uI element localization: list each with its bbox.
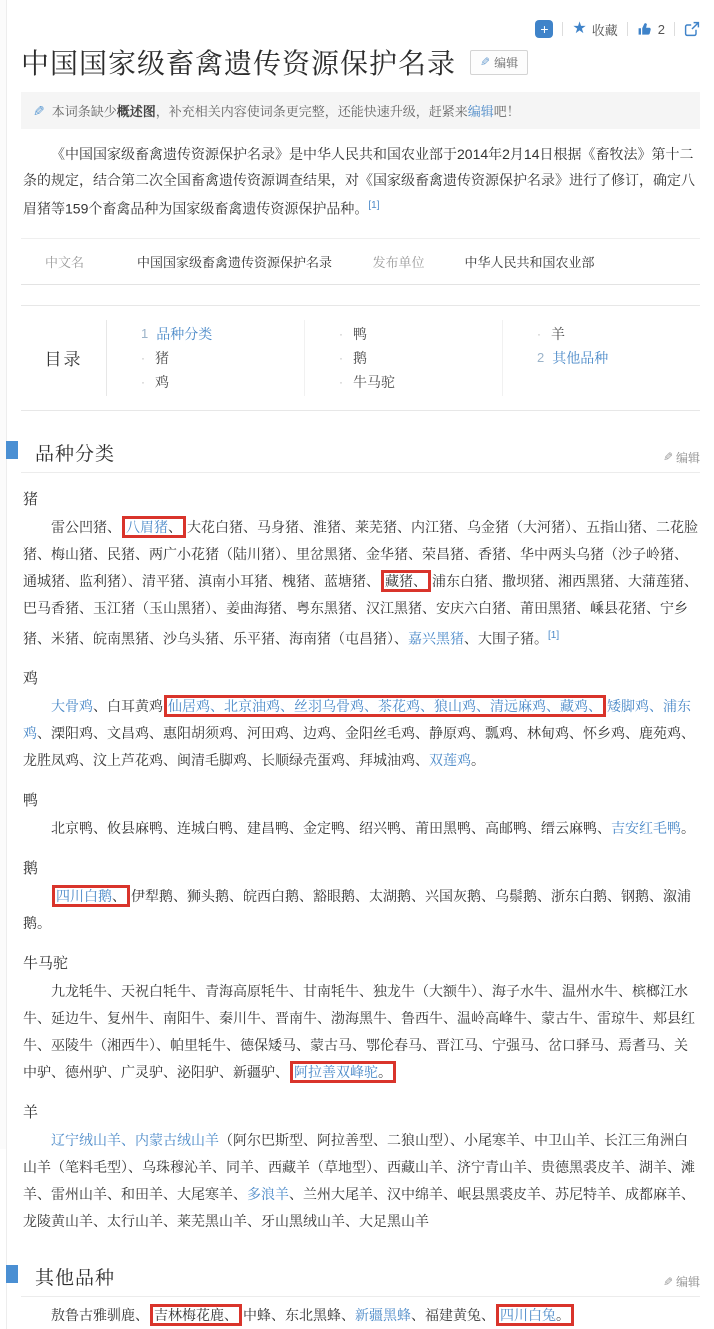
toc-bullet: · [339, 326, 343, 341]
breed-list-牛马驼 [23, 978, 698, 1086]
breed-text: 、 [112, 888, 126, 905]
breed-text: 、白耳黄鸡 [93, 698, 163, 715]
toc-bullet: · [537, 326, 541, 341]
edit-entry-button[interactable] [470, 50, 528, 75]
breed-text: 、 [224, 1307, 238, 1324]
breed-link[interactable]: 大骨鸡 [51, 698, 93, 715]
thumbs-up-icon [637, 21, 653, 37]
breed-text: 吉林梅花鹿 [154, 1307, 224, 1324]
breed-text: 。 [556, 1307, 570, 1324]
section-title: 品种分类 [35, 443, 116, 465]
toc-item-label: 鹅 [353, 349, 367, 366]
section-title: 其他品种 [35, 1268, 116, 1290]
breed-link[interactable]: 吉安红毛鸭 [611, 820, 681, 837]
toc-item-label: 牛马驼 [353, 373, 395, 390]
page-title: 中国国家级畜禽遗传资源保护名录 [21, 48, 457, 79]
toc-number: 1 [141, 325, 149, 341]
share-button[interactable] [684, 21, 700, 37]
breed-list-鸭 [23, 815, 698, 842]
breed-text: （阿尔巴斯型、阿拉善型、二狼山型）、小尾寒羊、中卫山羊、长江三角洲白山羊（笔料毛型）、乌珠穆沁羊、同羊、西藏羊（草地型）、西藏山羊、济宁青山羊、贵德黑裘皮羊、湖羊、滩羊、雷州山羊、和田羊、大尾寒羊、 [23, 1132, 695, 1203]
breed-text: 。 [378, 1064, 392, 1081]
breed-list [23, 1302, 698, 1329]
section-groups [21, 1302, 700, 1329]
highlight-red-box [150, 1304, 242, 1326]
infobox [21, 238, 700, 285]
toc-bullet: · [339, 350, 343, 365]
infobox-label: 发布单位 [372, 254, 425, 270]
toc-item-label: 鸭 [353, 325, 367, 342]
breed-text: 敖鲁古雅驯鹿、 [51, 1307, 149, 1324]
breed-text: 、福建黄兔、 [411, 1307, 495, 1324]
highlight-red-box [290, 1061, 396, 1083]
edit-entry-label: 编辑 [494, 55, 519, 70]
group-title-牛马驼: 牛马驼 [23, 955, 69, 973]
intro-paragraph: 《中国国家级畜禽遗传资源保护名录》是中华人民共和国农业部于2014年2月14日根据《畜牧法》第十二条的规定，结合第二次全国畜禽遗传资源调查结果，对《国家级畜禽遗传资源保护名录》进行了修订，确定八眉猪等159个畜禽品种为国家级畜禽遗传资源保护品种。[1] [23, 146, 695, 217]
highlight-red-box [496, 1304, 574, 1326]
breed-text: 、兰州大尾羊、汉中绵羊、岷县黑裘皮羊、苏尼特羊、成都麻羊、龙陵黄山羊、太行山羊、莱芜黑山羊、牙山黑绒山羊、大足黑山羊 [23, 1186, 695, 1230]
group-title-羊: 羊 [23, 1104, 39, 1122]
breed-text: 、 [168, 518, 182, 535]
infobox-value: 中国国家级畜禽遗传资源保护名录 [137, 254, 333, 270]
breed-text: 。 [681, 820, 695, 837]
highlight-red-box [122, 516, 186, 538]
table-of-contents [21, 305, 700, 411]
toc-column [503, 320, 700, 396]
toc-item-label: 其他品种 [552, 349, 609, 366]
highlight-red-box [52, 885, 130, 907]
breed-text: 浦东白猪、撒坝猪、湘西黑猪、大蒲莲猪、巴马香猪、玉江猪（玉山黑猪）、姜曲海猪、粤东黑猪、汉江黑猪、安庆六白猪、莆田黑猪、嵊县花猪、宁乡猪、米猪、皖南黑猪、沙乌头猪、乐平猪、海南猪（屯昌猪）、 [23, 572, 698, 647]
notice-text: 本词条缺少概述图，补充相关内容使词条更完整，还能快速升级，赶紧来编辑吧！ [51, 104, 520, 119]
breed-link[interactable]: 八眉猪 [126, 518, 168, 535]
toc-subitem-猪[interactable] [141, 346, 304, 370]
toc-columns [107, 320, 700, 396]
group-title-猪: 猪 [23, 490, 39, 508]
breed-link[interactable]: 多浪羊 [247, 1186, 289, 1203]
breed-list-猪 [23, 514, 698, 653]
breed-link[interactable]: 四川白鹅 [56, 888, 112, 905]
section-groups [21, 488, 700, 1236]
pencil-icon: ✎ [662, 1274, 673, 1289]
add-icon[interactable]: + [535, 20, 553, 38]
breed-link[interactable]: 双莲鸡 [429, 752, 471, 769]
star-icon: ★ [572, 20, 587, 37]
section-header [21, 439, 700, 473]
section-accent-bar [6, 1265, 18, 1283]
breed-text: 北京鸭、攸县麻鸭、连城白鸭、建昌鸭、金定鸭、绍兴鸭、莆田黑鸭、高邮鸭、缙云麻鸭、 [51, 820, 611, 837]
infobox-value: 中华人民共和国农业部 [464, 254, 595, 270]
breed-text: 雷公凹猪、 [51, 518, 121, 535]
like-button[interactable] [637, 21, 665, 37]
reference-link[interactable]: [1] [548, 629, 560, 641]
missing-image-notice [21, 92, 700, 129]
breed-link[interactable]: 阿拉善双峰驼 [294, 1064, 378, 1081]
section-edit-button[interactable]: ✎ 编辑 [662, 450, 700, 465]
toc-subitem-鸭[interactable] [339, 322, 502, 346]
breed-link[interactable]: 辽宁绒山羊、内蒙古绒山羊 [51, 1132, 219, 1149]
like-count: 2 [657, 21, 665, 37]
share-icon [684, 21, 700, 37]
breed-list-鹅 [23, 883, 698, 937]
toc-bullet: · [141, 374, 145, 389]
pencil-icon: ✎ [480, 55, 491, 69]
entry-toolbar [21, 0, 700, 40]
group-title-鸡: 鸡 [23, 670, 39, 688]
toc-item-品种分类[interactable] [141, 322, 304, 346]
toc-item-label: 鸡 [155, 373, 169, 390]
toolbar-divider [562, 22, 563, 36]
breed-text: 大花白猪、马身猪、淮猪、莱芜猪、内江猪、乌金猪（大河猪）、五指山猪、二花脸猪、梅山猪、民猪、两广小花猪（陆川猪）、里岔黑猪、金华猪、荣昌猪、香猪、华中两头乌猪（沙子岭猪、通城猪、监利猪）、清平猪、滇南小耳猪、槐猪、蓝塘猪、 [23, 518, 698, 589]
breed-text: 九龙牦牛、天祝白牦牛、青海高原牦牛、甘南牦牛、独龙牛（大额牛）、海子水牛、温州水牛、槟榔江水牛、延边牛、复州牛、南阳牛、秦川牛、晋南牛、渤海黑牛、鲁西牛、温岭高峰牛、蒙古牛、雷琼牛、郏县红牛、巫陵牛（湘西牛）、帕里牦牛、德保矮马、蒙古马、鄂伦春马、晋江马、宁强马、岔口驿马、焉耆马、关中驴、德州驴、广灵驴、泌阳驴、新疆驴、 [23, 983, 695, 1081]
highlight-red-box [381, 570, 431, 592]
toc-item-label: 羊 [551, 325, 565, 342]
favorite-button[interactable] [572, 20, 617, 39]
favorite-label: 收藏 [591, 22, 618, 38]
reference-link[interactable]: [1] [368, 200, 380, 211]
section-header [21, 1263, 700, 1297]
toc-bullet: · [141, 350, 145, 365]
toc-bullet: · [339, 374, 343, 389]
toc-column [305, 320, 503, 396]
breed-text: 藏猪 [385, 572, 413, 589]
notice-edit-icon: ✎ [33, 102, 45, 119]
section-accent-bar [6, 441, 18, 459]
breed-link[interactable]: 四川白兔 [500, 1307, 556, 1324]
infobox-label: 中文名 [45, 254, 85, 270]
pencil-icon: ✎ [662, 450, 673, 465]
toc-item-label: 品种分类 [156, 325, 213, 342]
toc-item-label: 猪 [155, 349, 169, 366]
add-button[interactable] [535, 20, 553, 38]
title-row [21, 42, 700, 82]
breed-list-羊 [23, 1127, 698, 1235]
toolbar-divider [627, 22, 628, 36]
baike-entry-page [6, 0, 714, 1329]
section-breed-classification [21, 439, 700, 1236]
toc-subitem-鸡[interactable] [141, 370, 304, 394]
toc-subitem-牛马驼[interactable] [339, 370, 502, 394]
group-title-鹅: 鹅 [23, 860, 39, 878]
breed-text: 中蜂、东北黑蜂、 [243, 1307, 355, 1324]
breed-text: 。 [471, 752, 485, 769]
breed-text: 、 [413, 572, 427, 589]
section-other-breeds [21, 1263, 700, 1329]
section-edit-button[interactable]: ✎ 编辑 [662, 1274, 700, 1290]
toc-number: 2 [537, 349, 545, 365]
group-title-鸭: 鸭 [23, 792, 39, 810]
breed-link[interactable]: 新疆黑蜂 [355, 1307, 411, 1324]
toc-subitem-鹅[interactable] [339, 346, 502, 370]
breed-list-鸡 [23, 693, 698, 774]
toc-item-其他品种[interactable] [537, 346, 700, 370]
toolbar-divider [674, 22, 675, 36]
breed-text: 、大围子猪。 [464, 630, 548, 647]
breed-link[interactable]: 嘉兴黑猪 [408, 630, 464, 647]
toc-column [107, 320, 305, 396]
highlight-red-box [164, 695, 606, 717]
toc-subitem-羊[interactable] [537, 322, 700, 346]
notice-edit-link[interactable]: 编辑 [467, 104, 494, 119]
breed-text: 、溧阳鸡、文昌鸡、惠阳胡须鸡、河田鸡、边鸡、金阳丝毛鸡、静原鸡、瓢鸡、林甸鸡、怀乡鸡、鹿苑鸡、龙胜凤鸡、汶上芦花鸡、闽清毛脚鸡、长顺绿壳蛋鸡、拜城油鸡、 [23, 725, 695, 769]
breed-text: 伊犁鹅、狮头鹅、皖西白鹅、豁眼鹅、太湖鹅、兴国灰鹅、乌鬃鹅、浙东白鹅、钢鹅、溆浦鹅。 [23, 888, 691, 932]
breed-link[interactable]: 矮脚鸡、浦东鸡 [23, 698, 691, 742]
toc-label: 目录 [21, 320, 107, 396]
breed-link[interactable]: 仙居鸡、北京油鸡、丝羽乌骨鸡、茶花鸡、狼山鸡、清远麻鸡、藏鸡、 [168, 698, 602, 715]
